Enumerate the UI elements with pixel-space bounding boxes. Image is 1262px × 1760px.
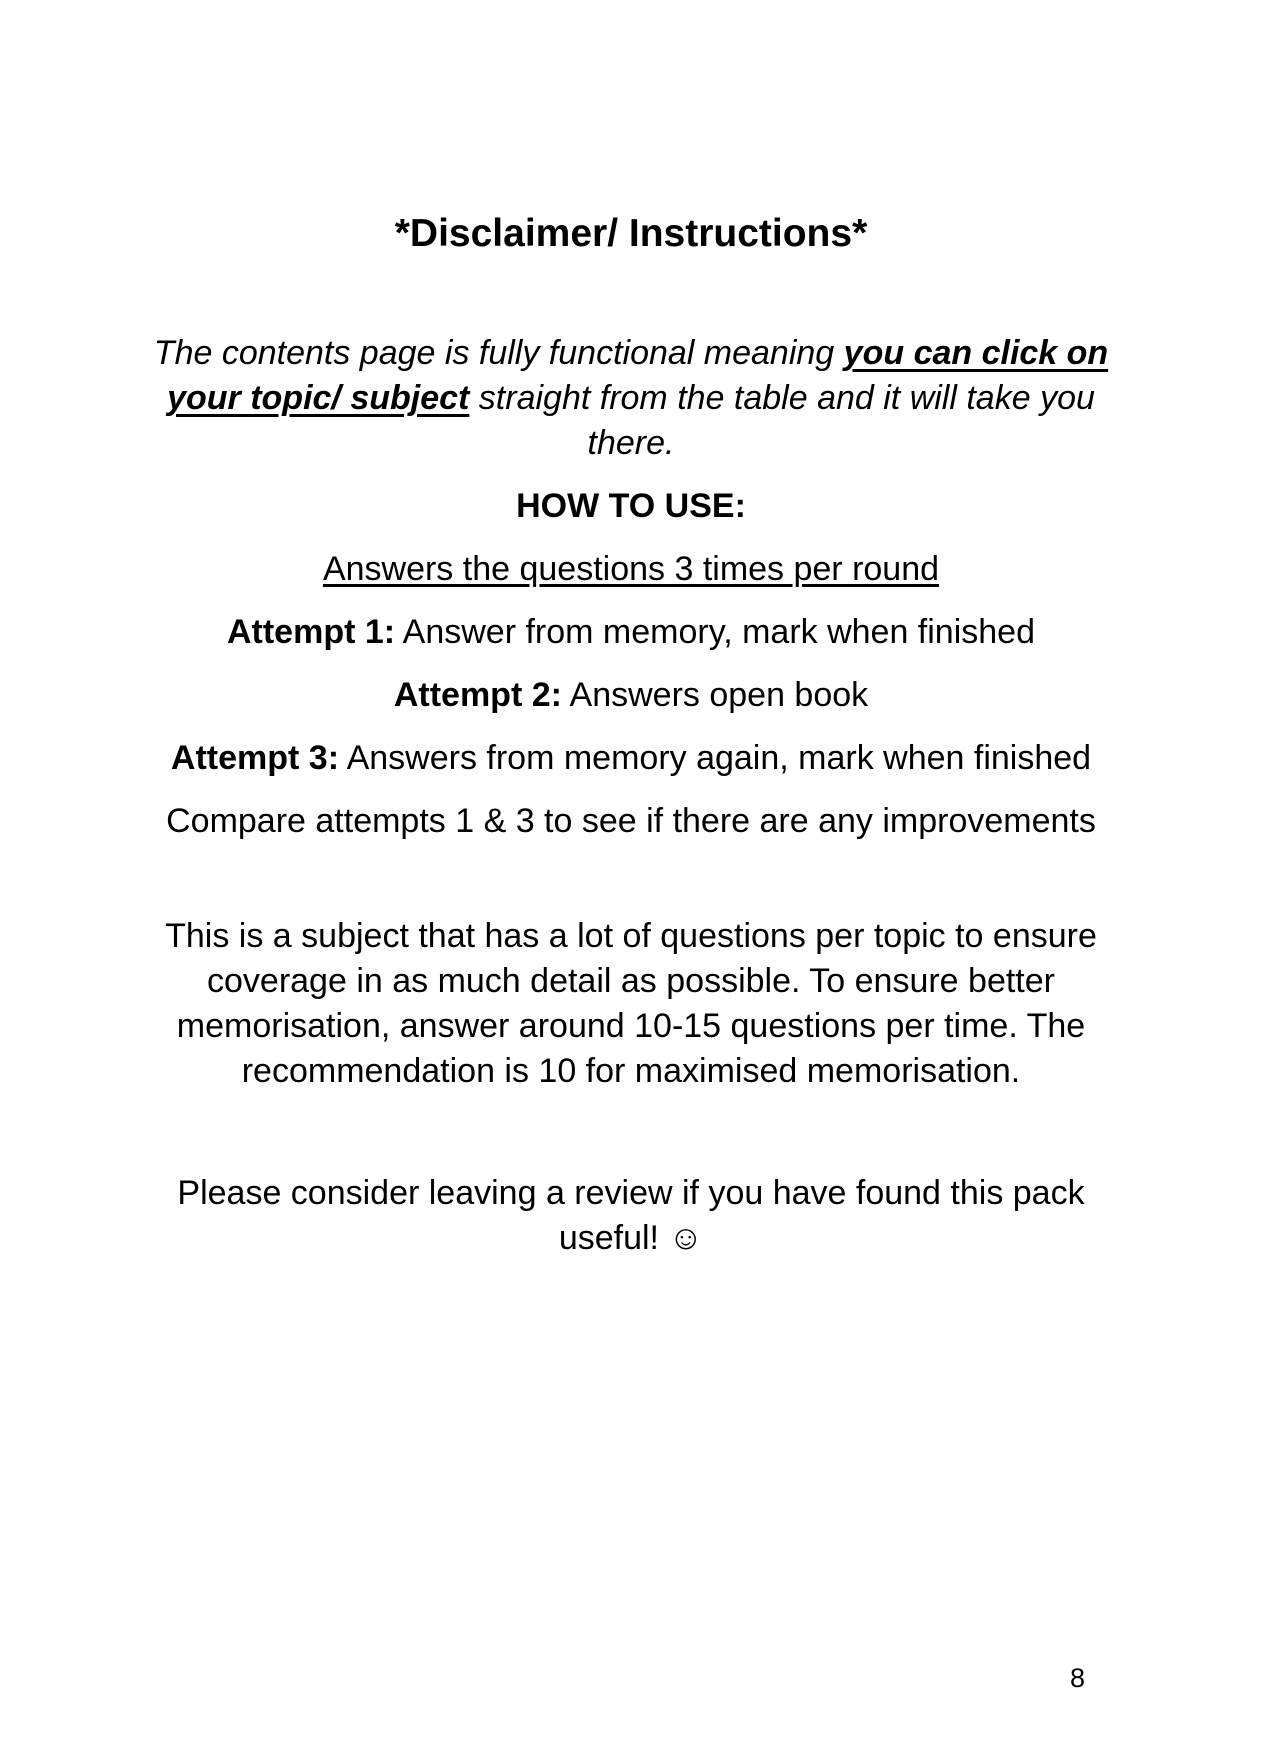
attempt-3-label: Attempt 3: (170, 739, 340, 777)
compare-line: Compare attempts 1 & 3 to see if there are any improvements (166, 802, 1096, 840)
rounds-subheading: Answers the questions 3 times per round (322, 550, 940, 588)
page-title: *Disclaimer/ Instructions* (394, 212, 868, 255)
note-paragraph: This is a subject that has a lot of questions per topic to ensure coverage in as much detail as possible. To ensure better memorisation, answer around 10-15 questions per time. The recommendation is 10 for maximised memorisation. (165, 917, 1097, 1090)
attempt-3-text: Answers from memory again, mark when finished (339, 739, 1092, 777)
attempt-2-label: Attempt 2: (393, 676, 562, 714)
intro-lead-text: The contents page is fully functional meaning (153, 334, 844, 372)
attempt-2-line (135, 673, 1127, 718)
review-text: Please consider leaving a review if you have found this pack useful! (177, 1174, 1085, 1257)
intro-emphasis-text: you can click on your topic/ subject (167, 334, 1109, 417)
how-to-use-heading: HOW TO USE: (516, 487, 746, 525)
page-number: 8 (1070, 1663, 1086, 1693)
attempt-1-text: Answer from memory, mark when finished (395, 613, 1036, 651)
intro-tail-text: straight from the table and it will take you there. (469, 379, 1095, 462)
attempt-1-label: Attempt 1: (226, 613, 396, 651)
review-paragraph (135, 1171, 1127, 1261)
attempt-1-line (135, 610, 1127, 655)
smiley-face-icon: ☺ (668, 1219, 704, 1257)
intro-paragraph (135, 331, 1127, 466)
attempt-2-text: Answers open book (561, 676, 869, 714)
attempt-3-line (135, 736, 1127, 781)
